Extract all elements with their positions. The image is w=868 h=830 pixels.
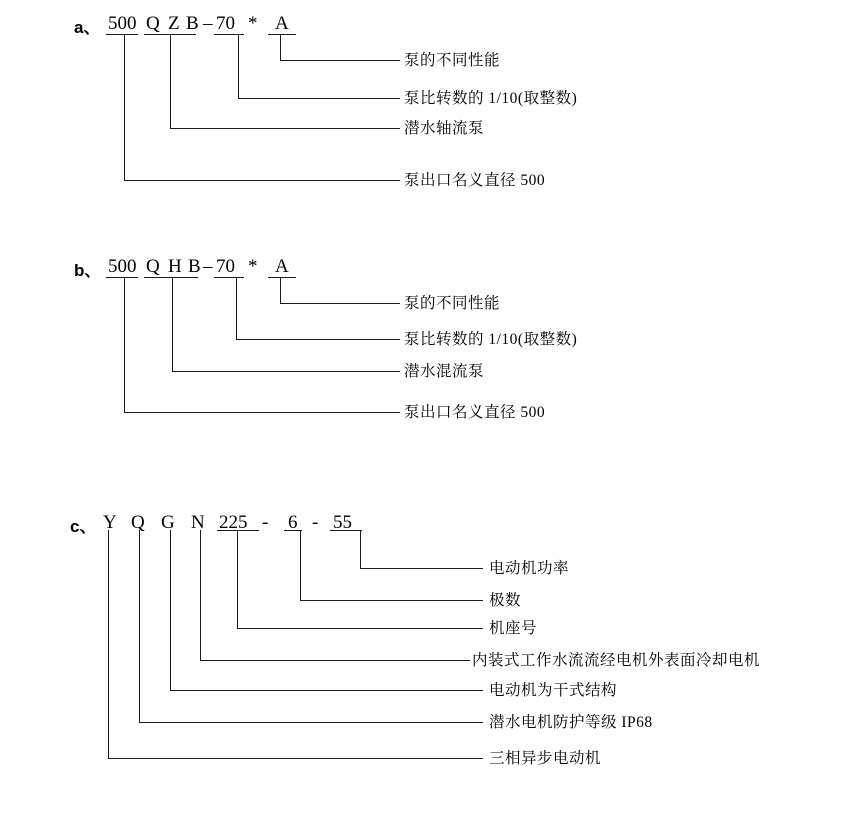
group-a-callout-3: 潜水轴流泵 (404, 120, 485, 137)
group-c-leader2-horizontal (300, 600, 483, 601)
group-a-leader4-vertical (124, 34, 125, 180)
group-c-code-g: G (161, 512, 175, 533)
group-a-callout-1: 泵的不同性能 (404, 52, 501, 69)
group-b-leader2-horizontal (236, 339, 400, 340)
group-a-code-z: Z (168, 13, 180, 34)
group-a-leader1-vertical (280, 34, 281, 60)
group-c-code-n: N (191, 512, 205, 533)
group-a-leader3-vertical (170, 34, 171, 128)
group-b-leader1-horizontal (280, 303, 400, 304)
group-a-leader1-horizontal (280, 60, 400, 61)
group-a-leader4-horizontal (124, 180, 400, 181)
group-b-callout-1: 泵的不同性能 (404, 295, 501, 312)
group-b-bar-500 (106, 277, 138, 278)
group-c-callout-7: 三相异步电动机 (489, 750, 602, 767)
group-b-code-star: * (248, 256, 258, 277)
group-b-code-dash: – (203, 256, 213, 277)
group-a-code-dash: – (203, 13, 213, 34)
group-a-leader3-horizontal (170, 128, 400, 129)
group-c-callout-5: 电动机为干式结构 (489, 682, 618, 699)
group-b-bar-a (268, 277, 296, 278)
group-b-bar-qhb (144, 277, 198, 278)
group-c-leader5-vertical (170, 530, 171, 690)
group-c-leader3-vertical (237, 530, 238, 628)
group-b-code-a: A (275, 256, 289, 277)
group-c-callout-2: 极数 (489, 592, 522, 609)
group-a-bar-500 (106, 34, 138, 35)
group-b-leader2-vertical (236, 277, 237, 339)
group-c-code-dash1: - (262, 512, 269, 533)
group-a-code-a: A (275, 13, 289, 34)
group-a-leader2-horizontal (238, 98, 400, 99)
group-c-callout-4: 内装式工作水流流经电机外表面冷却电机 (472, 652, 761, 669)
group-c-code-55: 55 (333, 512, 352, 533)
group-c-bar-225 (217, 530, 259, 531)
group-a-code-b: B (186, 13, 199, 34)
group-a-bar-70 (214, 34, 244, 35)
group-c (0, 500, 868, 820)
group-c-leader1-vertical (360, 530, 361, 568)
group-c-code-q: Q (131, 512, 145, 533)
group-c-leader5-horizontal (170, 690, 483, 691)
group-a-callout-2: 泵比转数的 1/10(取整数) (404, 90, 578, 107)
group-b (0, 246, 868, 446)
group-b-leader3-horizontal (172, 371, 400, 372)
group-a-leader2-vertical (238, 34, 239, 98)
group-c-code-225: 225 (219, 512, 248, 533)
group-c-code-y: Y (103, 512, 117, 533)
group-b-code-500: 500 (108, 256, 137, 277)
group-c-marker: c、 (70, 517, 97, 536)
group-c-callout-6: 潜水电机防护等级 IP68 (489, 714, 653, 731)
group-c-leader4-horizontal (200, 660, 470, 661)
group-c-leader6-horizontal (139, 722, 483, 723)
group-c-leader1-horizontal (360, 568, 483, 569)
group-b-callout-4: 泵出口名义直径 500 (404, 404, 546, 421)
group-c-callout-1: 电动机功率 (489, 560, 570, 577)
group-a-marker: a、 (74, 18, 101, 37)
group-b-leader4-vertical (124, 277, 125, 412)
group-c-bar-55 (330, 530, 362, 531)
group-b-code-b: B (188, 256, 201, 277)
group-a-callout-4: 泵出口名义直径 500 (404, 172, 546, 189)
group-c-callout-3: 机座号 (489, 620, 538, 637)
group-a-bar-a (268, 34, 296, 35)
group-b-code-70: 70 (216, 256, 235, 277)
group-b-marker: b、 (74, 261, 102, 280)
group-a-code-70: 70 (216, 13, 235, 34)
group-b-leader3-vertical (172, 277, 173, 371)
group-c-leader2-vertical (300, 530, 301, 600)
group-c-leader4-vertical (200, 530, 201, 660)
group-c-code-6: 6 (288, 512, 298, 533)
group-c-leader6-vertical (139, 530, 140, 722)
group-a-code-q: Q (146, 13, 160, 34)
group-c-leader7-horizontal (108, 758, 483, 759)
group-c-leader3-horizontal (237, 628, 483, 629)
group-a (0, 0, 868, 210)
group-c-leader7-vertical (108, 530, 109, 758)
group-b-code-q: Q (146, 256, 160, 277)
group-b-leader1-vertical (280, 277, 281, 303)
group-b-bar-70 (214, 277, 244, 278)
group-b-callout-3: 潜水混流泵 (404, 363, 485, 380)
group-a-code-500: 500 (108, 13, 137, 34)
group-c-code-dash2: - (312, 512, 319, 533)
group-a-code-star: * (248, 13, 258, 34)
group-b-code-h: H (168, 256, 182, 277)
group-b-leader4-horizontal (124, 412, 400, 413)
group-b-callout-2: 泵比转数的 1/10(取整数) (404, 331, 578, 348)
